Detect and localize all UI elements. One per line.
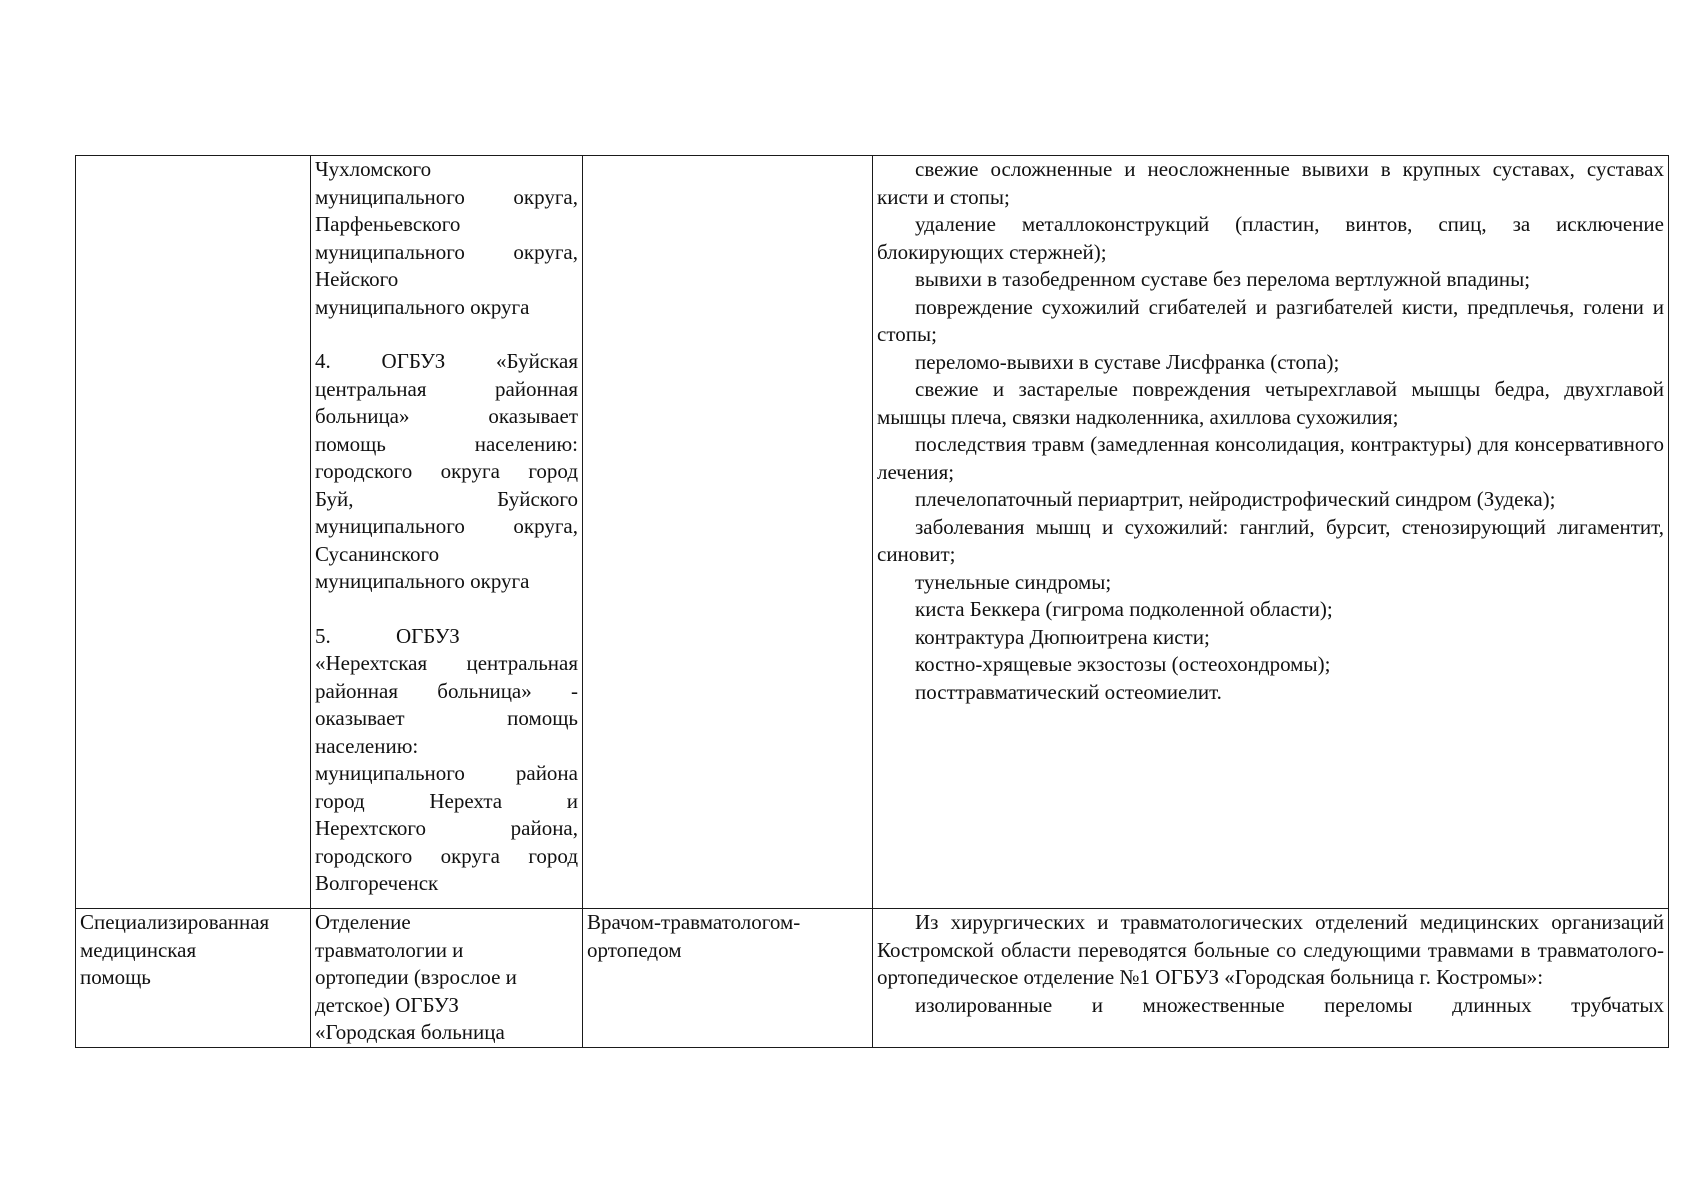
indication-item: переломо-вывихи в суставе Лисфранка (стопа); (915, 349, 1340, 374)
org-block-buy (315, 348, 578, 596)
indication-item: удаление металлоконструкций (пластин, винтов, спиц, за исключение блокирующих стержней); (877, 212, 1664, 264)
text-line: муниципального округа, (315, 184, 578, 209)
text-line: Сусанинского (315, 541, 440, 566)
text-line: Парфеньевского (315, 212, 461, 236)
table-row (76, 909, 1669, 1048)
text-line: 4. ОГБУЗ «Буйская (315, 349, 578, 373)
cell-provider (583, 909, 873, 1048)
cell-care-type (76, 909, 311, 1048)
text-line: Чухломского (315, 157, 432, 181)
document-table (75, 155, 1669, 1048)
text-line: травматологии и (315, 937, 464, 962)
indication-item: последствия травм (замедленная консолидация, контрактуры) для консервативного лечения; (877, 432, 1664, 484)
org-block-continued (315, 156, 578, 321)
text-line: муниципального округа, (315, 514, 578, 538)
text-line: городского округа город (315, 843, 578, 868)
text-line: детское) ОГБУЗ (315, 992, 459, 1017)
text-line: Нейского (315, 267, 399, 291)
text-line: муниципального округа (315, 569, 530, 593)
text-line: населению: (315, 733, 419, 758)
text-line: помощь (80, 965, 151, 989)
text-line: Отделение (315, 910, 411, 934)
text-line: центральная районная (315, 376, 578, 401)
indication-item: плечелопаточный периартрит, нейродистрофический синдром (Зудека); (915, 487, 1556, 511)
text-line: город Нерехта и (315, 788, 578, 813)
text-line: городского округа город (315, 459, 578, 483)
text-line: 5. ОГБУЗ (315, 623, 460, 648)
text-line: ортопедом (587, 937, 682, 962)
text-line: оказывает помощь (315, 706, 578, 730)
text-line: Волгореченск (315, 871, 439, 895)
cell-indications (873, 156, 1669, 909)
text-line: муниципального района (315, 761, 578, 785)
text-line: «Нерехтская центральная (315, 651, 578, 675)
cell-indications (873, 909, 1669, 1048)
org-block-nerekhta (315, 623, 578, 898)
indication-item: повреждение сухожилий сгибателей и разгибателей кисти, предплечья, голени и стопы; (877, 294, 1664, 346)
text-line: муниципального округа (315, 294, 530, 319)
indication-item: контрактура Дюпюитрена кисти; (915, 624, 1210, 649)
cell-organizations (311, 156, 583, 909)
text-line: больница» оказывает (315, 404, 578, 428)
indication-item: изолированные и множественные переломы длинных трубчатых (915, 992, 1664, 1017)
text-line: помощь населению: (315, 431, 578, 456)
cell-provider (583, 156, 873, 909)
text-line: ортопедии (взрослое и (315, 965, 517, 989)
indication-item: посттравматический остеомиелит. (915, 679, 1222, 704)
text-line: Врачом-травматологом- (587, 910, 801, 934)
text-line: «Городская больница (315, 1020, 505, 1044)
text-line: медицинская (80, 937, 197, 962)
text-line: районная больница» - (315, 678, 578, 703)
text-line: Нерехтского района, (315, 816, 578, 840)
table-row (76, 156, 1669, 909)
text-line: Специализированная (80, 910, 270, 934)
indication-item: Из хирургических и травматологических отделений медицинских организаций Костромской области переводятся больные со следующими травмами в травматолого-ортопедическое отделение №1 ОГБУЗ «Городская больница г. Костромы»: (877, 910, 1664, 989)
cell-care-type (76, 156, 311, 909)
indication-item: киста Беккера (гигрома подколенной области); (915, 597, 1333, 621)
text-line: муниципального округа, (315, 239, 578, 264)
cell-organizations (311, 909, 583, 1048)
indication-item: заболевания мышц и сухожилий: ганглий, бурсит, стенозирующий лигаментит, синовит; (877, 514, 1664, 566)
indication-item: тунельные синдромы; (915, 569, 1112, 594)
indication-item: вывихи в тазобедренном суставе без перелома вертлужной впадины; (915, 267, 1531, 291)
text-line: Буй, Буйского (315, 486, 578, 511)
indication-item: свежие и застарелые повреждения четырехглавой мышцы бедра, двухглавой мышцы плеча, связки надколенника, ахиллова сухожилия; (877, 377, 1664, 429)
indication-item: костно-хрящевые экзостозы (остеохондромы); (915, 652, 1331, 676)
indication-item: свежие осложненные и неосложненные вывихи в крупных суставах, суставах кисти и стопы; (877, 157, 1664, 209)
